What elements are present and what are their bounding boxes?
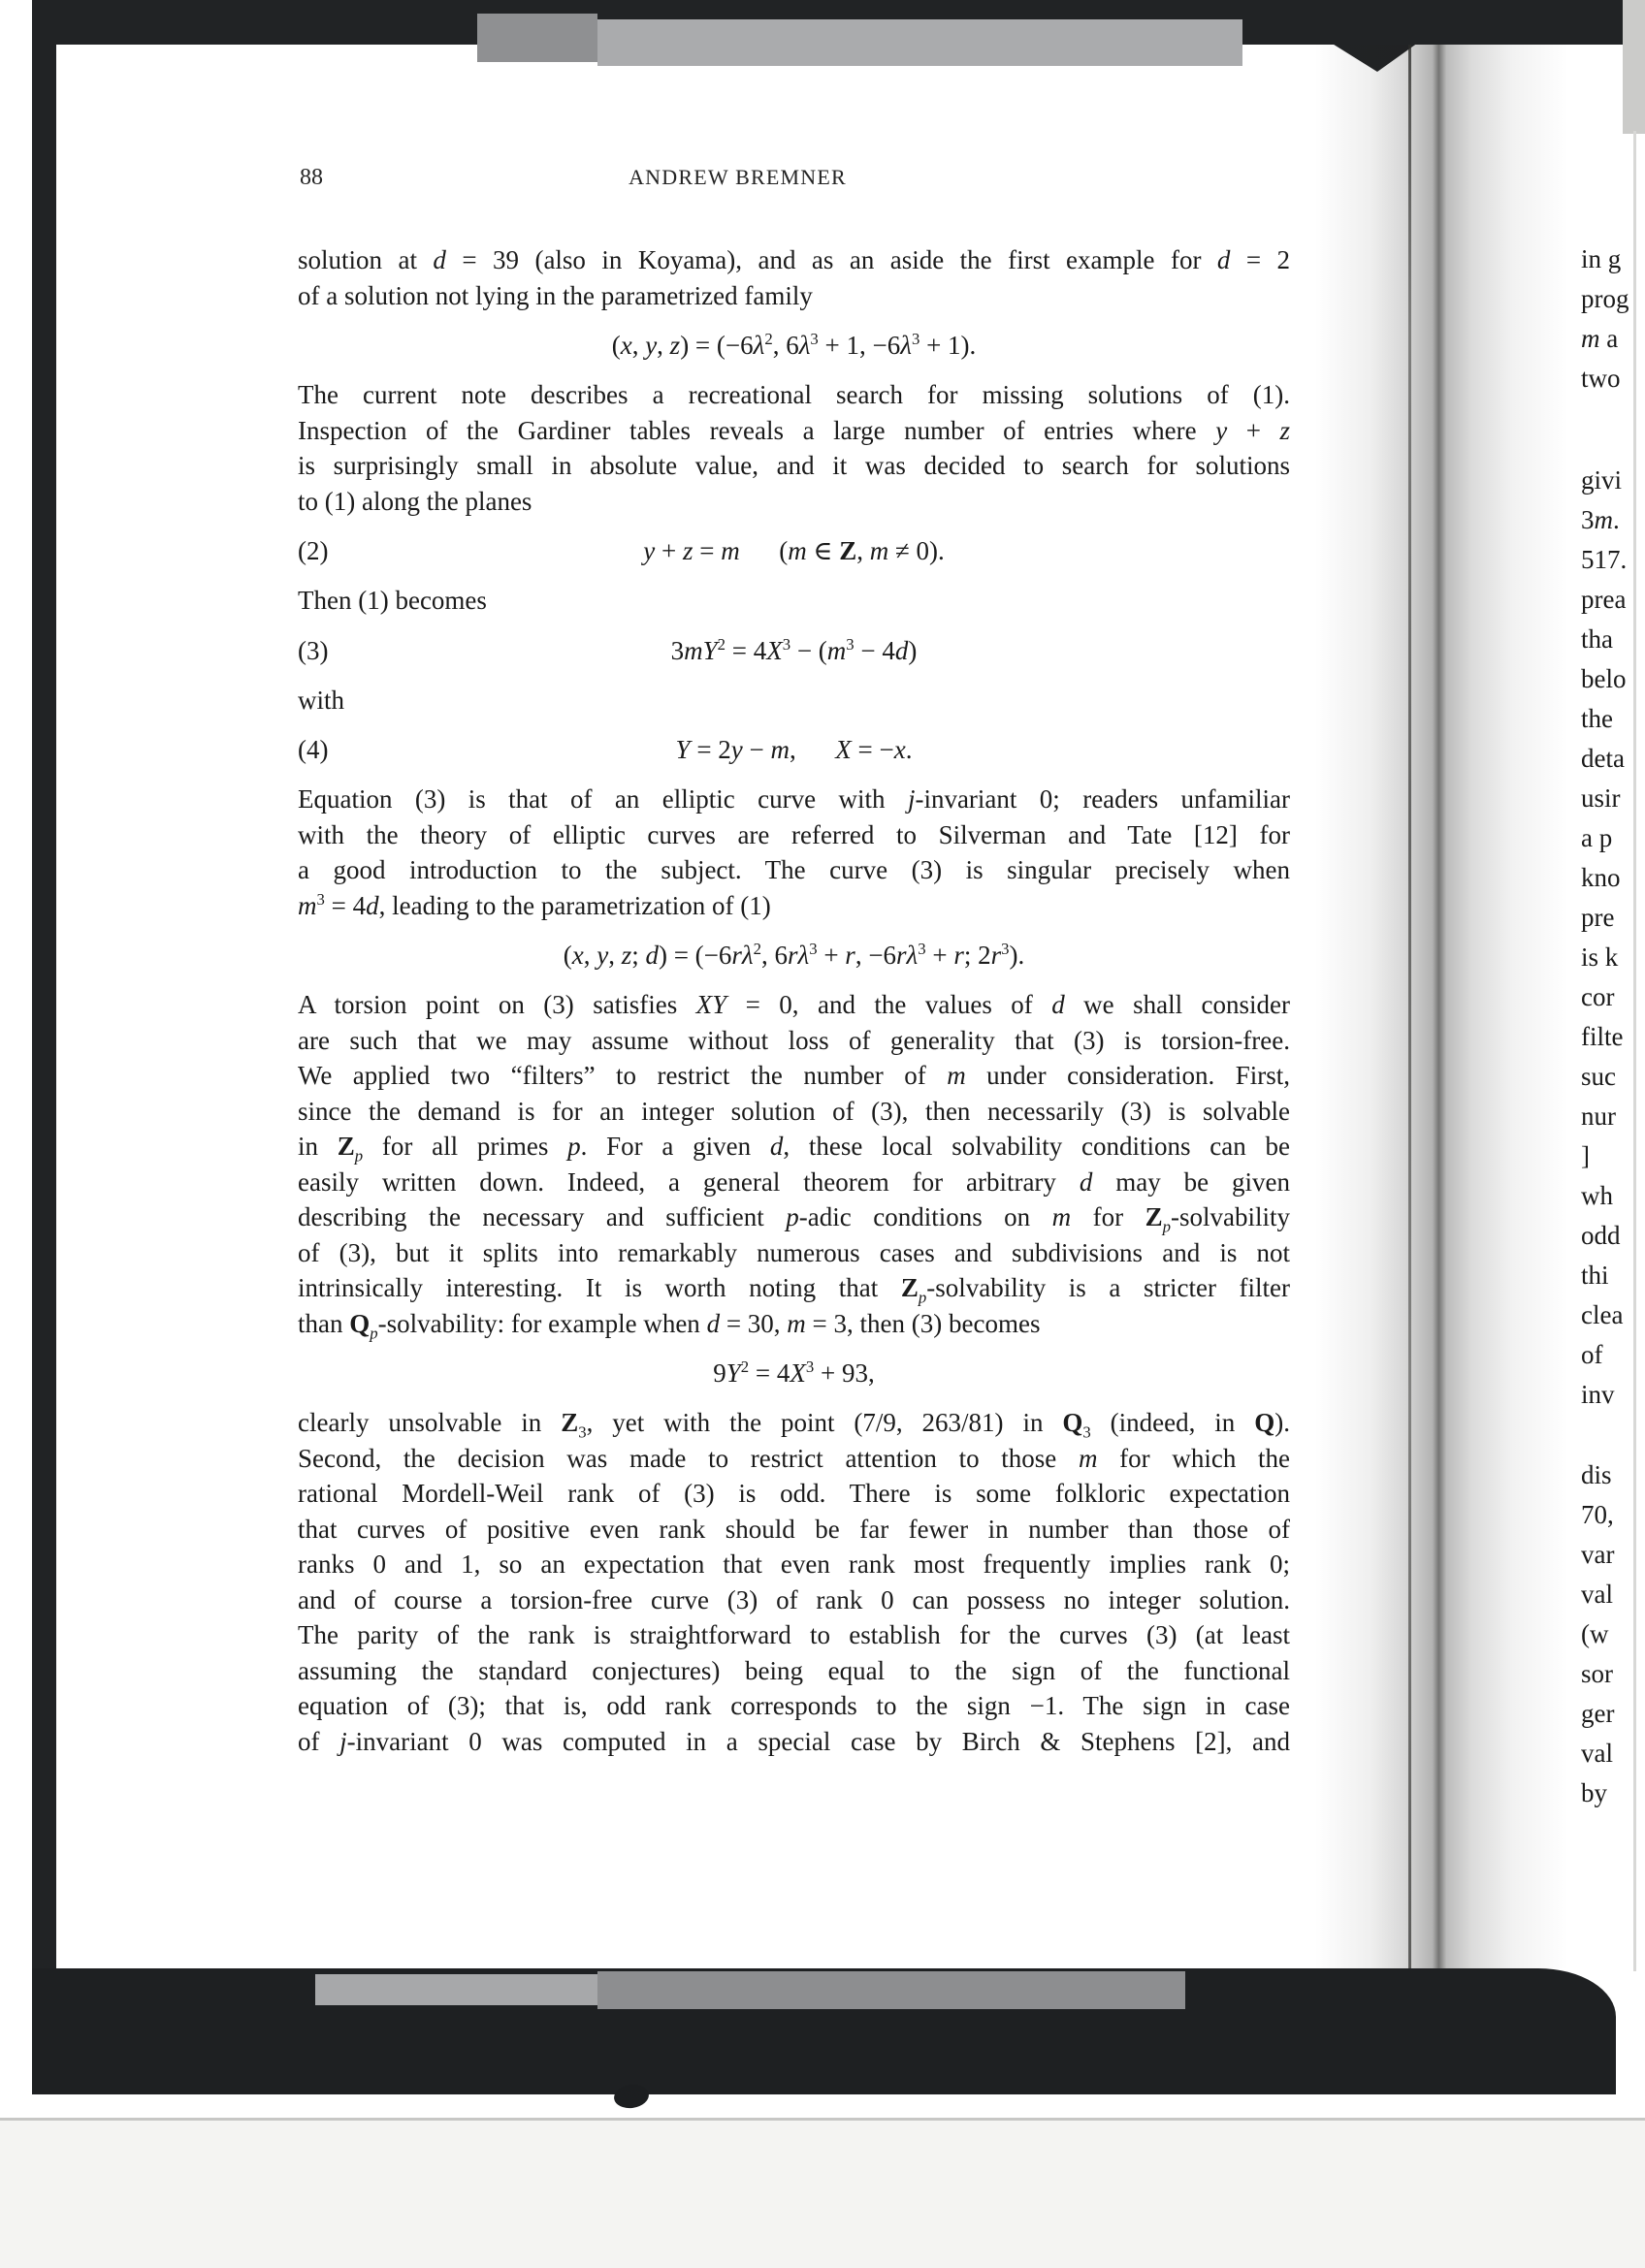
para-2-line-4: to (1) along the planes [298, 486, 532, 516]
text-fragment: dis [1581, 1460, 1612, 1489]
text-fragment: ger [1581, 1699, 1615, 1728]
body-text-block [298, 242, 1290, 1759]
para-4-line-2: are such that we may assume without loss of generality that (3) is torsion-free. [298, 1025, 1290, 1055]
eq-4 [298, 730, 1290, 769]
page-header [298, 165, 1290, 196]
text-fragment: suc [1581, 1062, 1616, 1091]
para-2-line-2: Inspection of the Gardiner tables reveals a large number of entries where y + z [298, 415, 1290, 445]
text-fragment: odd [1581, 1221, 1621, 1250]
text-fragment: usir [1581, 783, 1621, 813]
eq-2-number: (2) [298, 536, 329, 565]
eq-3-body: $3mY^2 = 4X^3 - (m^3 - 4d)$ [670, 634, 918, 665]
para-3-line-4: $m^3 = 4d$, leading to the parametrization of (1) [298, 889, 771, 920]
para-4-line-3: We applied two “filters” to restrict the number of m under consideration. First, [298, 1061, 1291, 1090]
text-fragment: of [1581, 1340, 1603, 1369]
then-becomes: Then (1) becomes [298, 586, 487, 615]
text-fragment: kno [1581, 863, 1621, 892]
text-fragment: pre [1581, 903, 1615, 932]
with: with [298, 685, 345, 715]
text-fragment: sor [1581, 1659, 1613, 1688]
para-4-line-6: easily written down. Indeed, a general theorem for arbitrary d may be given [298, 1166, 1290, 1197]
para-4-line-9: intrinsically interesting. It is worth noting that $Z_p$-solvability is a stricter filter [298, 1273, 1290, 1307]
text-fragment: givi [1581, 465, 1623, 495]
scanner-artifact-strip [597, 19, 1242, 66]
para-3-line-2: with the theory of elliptic curves are referred to Silverman and Tate [12] for [298, 819, 1290, 849]
para-4-line-7: describing the necessary and sufficient p-adic conditions on m for $Z_p$-solvability [298, 1202, 1291, 1236]
page-number: 88 [300, 165, 323, 190]
eq-param: (x, y, z; $d) = (-6r\lambda^2$, $6r\lambda^3 + r$, $-6r\lambda^3 + r$; $2r^3$). [563, 940, 1025, 970]
text-fragment: a p [1581, 823, 1613, 852]
para-4-line-10: than $Q_p$-solvability: for example when d = 30, m = 3, then (3) becomes [298, 1308, 1041, 1342]
para-1-line-2: of a solution not lying in the parametrized family [298, 280, 813, 310]
para-5-line-6: and of course a torsion-free curve (3) of rank 0 can possess no integer solution. [298, 1584, 1290, 1614]
para-4-line-8: of (3), but it splits into remarkably numerous cases and subdivisions and is not [298, 1237, 1290, 1267]
text-fragment: (w [1581, 1619, 1609, 1648]
text-fragment: deta [1581, 744, 1625, 773]
eq-4-body: Y = 2y − m, X = −x. [675, 735, 913, 764]
text-fragment: cor [1581, 982, 1615, 1011]
text-fragment: tha [1581, 624, 1613, 654]
eq-family: (x, y, $z) = (-6\lambda^2$, $6\lambda^3 + 1$, $-6\lambda^3 + 1$). [611, 330, 977, 360]
book-gutter-shadow [1314, 45, 1568, 1968]
eq-93: $9Y^2 = 4X^3 + 93$, [713, 1358, 875, 1388]
page-edge-corner [1623, 0, 1645, 134]
text-fragment: 3m. [1581, 505, 1620, 534]
text-fragment: prea [1581, 585, 1627, 614]
scanner-black-band-left [32, 0, 56, 1970]
para-5-line-10: of j-invariant 0 was computed in a special case by Birch & Stephens [2], and [298, 1726, 1290, 1756]
eq-2 [298, 531, 1290, 570]
text-fragment: 70, [1581, 1500, 1614, 1529]
para-1-line-1: solution at d = 39 (also in Koyama), and as an aside the first example for d = 2 [298, 245, 1290, 274]
para-2-line-3: is surprisingly small in absolute value, and it was decided to search for solutions [298, 451, 1290, 480]
text-fragment: belo [1581, 664, 1627, 693]
eq-4-number: (4) [298, 735, 329, 764]
text-fragment: val [1581, 1580, 1613, 1609]
para-4-line-5: in $Z_p$ for all primes p. For a given d, these local solvability conditions can be [298, 1132, 1290, 1166]
book-spine-crease [1408, 45, 1411, 1968]
para-5-line-3: rational Mordell-Weil rank of (3) is odd. There is some folkloric expectation [298, 1479, 1290, 1508]
scanner-artifact-strip [315, 1974, 597, 2005]
para-5-line-4: that curves of positive even rank should be far fewer in number than those of [298, 1514, 1290, 1544]
text-fragment: var [1581, 1540, 1615, 1569]
para-5-line-2: Second, the decision was made to restrict attention to those m for which the [298, 1443, 1291, 1473]
text-fragment: inv [1581, 1380, 1615, 1409]
eq-3 [298, 631, 1290, 670]
eq-2-body: y + z = m (m ∈ Z, m ≠ 0). [643, 536, 945, 565]
para-4-line-4: since the demand is for an integer solution of (3), then necessarily (3) is solvable [298, 1096, 1290, 1126]
text-fragment: the [1581, 704, 1613, 733]
para-3-line-1: Equation (3) is that of an elliptic curve with j-invariant 0; readers unfamiliar [298, 784, 1290, 814]
running-head: ANDREW BREMNER [629, 165, 847, 189]
text-fragment: ] [1581, 1141, 1590, 1170]
para-5-line-1: clearly unsolvable in $Z_3$, yet with the point (7/9, 263/81) in $Q_3$ (indeed, in Q). [298, 1408, 1290, 1442]
para-4-line-1: A torsion point on (3) satisfies XY = 0, and the values of d we shall consider [298, 990, 1290, 1019]
text-fragment: nur [1581, 1102, 1616, 1131]
para-3-line-3: a good introduction to the subject. The curve (3) is singular precisely when [298, 855, 1290, 884]
para-5-line-5: ranks 0 and 1, so an expectation that even rank most frequently implies rank 0; [298, 1549, 1290, 1579]
text-fragment: wh [1581, 1181, 1613, 1210]
para-5-line-7: The parity of the rank is straightforward to establish for the curves (3) (at least [298, 1620, 1290, 1649]
para-2-line-1: The current note describes a recreational search for missing solutions of (1). [298, 380, 1290, 409]
text-fragment: prog [1581, 284, 1629, 313]
text-fragment: two [1581, 364, 1621, 393]
scanner-artifact-strip [597, 1971, 1185, 2009]
text-fragment: val [1581, 1739, 1613, 1768]
para-5-line-9: equation of (3); that is, odd rank corresponds to the sign −1. The sign in case [298, 1691, 1290, 1720]
text-fragment: by [1581, 1778, 1607, 1807]
text-fragment: m a [1581, 324, 1619, 353]
text-fragment: 517. [1581, 545, 1628, 574]
text-fragment: thi [1581, 1261, 1609, 1290]
text-fragment: clea [1581, 1300, 1624, 1329]
para-5-line-8: assuming the sta̩ndard conjectures) being equal to the sign of the functional [298, 1655, 1290, 1685]
text-fragment: is k [1581, 942, 1619, 972]
eq-3-number: (3) [298, 635, 329, 665]
scanner-artifact-strip [477, 14, 597, 62]
text-fragment: filte [1581, 1022, 1624, 1051]
scan-margin-area [0, 2121, 1645, 2268]
text-fragment: in g [1581, 244, 1622, 273]
